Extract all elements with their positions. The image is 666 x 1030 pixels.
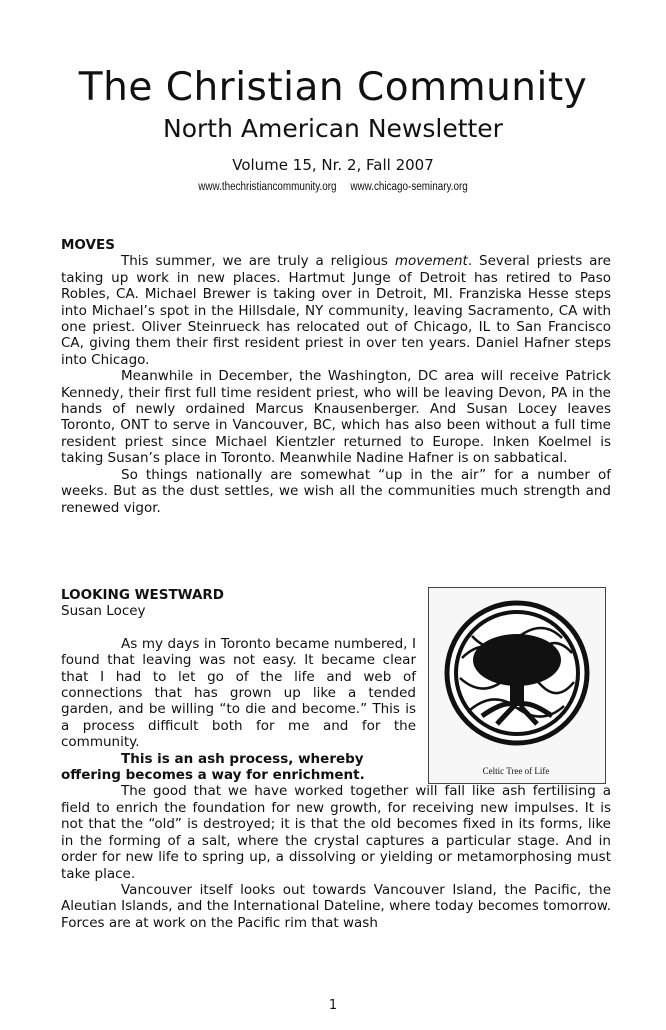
newsletter-subtitle: North American Newsletter bbox=[163, 114, 503, 143]
masthead bbox=[0, 66, 666, 194]
looking-westward-section bbox=[61, 587, 611, 931]
westward-paragraph-3: Vancouver itself looks out towards Vancouver Island, the Pacific, the Aleutian Islands, and the International Dateline, where today becomes tomorrow. Forces are at work on the Pacific rim that wash bbox=[61, 881, 611, 931]
figure-caption: Celtic Tree of Life bbox=[482, 766, 550, 776]
pull-quote-line-1: This is an ash process, whereby bbox=[121, 750, 364, 767]
page-number: 1 bbox=[328, 998, 338, 1013]
moves-heading: MOVES bbox=[61, 237, 115, 253]
volume-info: Volume 15, Nr. 2, Fall 2007 bbox=[232, 156, 434, 174]
website-link-community[interactable]: www.thechristiancommunity.org bbox=[198, 181, 337, 193]
westward-paragraph-2: The good that we have worked together will fall like ash fertilising a field to enrich the foundation for new growth, for receiving new impulses. It is not that the “old” is destroyed; it is that the old becomes fixed in its forms, like in the forming of a salt, where the crystal captures a particular stage. And in order for new life to spring up, a dissolving or yielding or metamorphosing must take place. bbox=[61, 783, 611, 882]
newsletter-title: The Christian Community bbox=[78, 65, 588, 110]
moves-paragraph-1: This summer, we are truly a religious movement. Several priests are taking up work in new places. Hartmut Junge of Detroit has retired to Paso Robles, CA. Michael Brewer is taking over in Detroit, MI. Franziska Hesse steps into Michael’s spot in the Hillsdale, NY community, leaving Sacramento, CA with one priest. Oliver Steinrueck has relocated out of Chicago, IL to San Francisco CA, giving them their first resident priest in over ten years. Daniel Hafner steps into Chicago. bbox=[61, 253, 611, 368]
westward-paragraph-1: As my days in Toronto became numbered, I found that leaving was not easy. It became clear that I had to let go of the life and web of connections that has grown up like a tended garden, and be willing “to die and become.” This is a process difficult both for me and for the community. bbox=[61, 635, 416, 751]
emphasis-movement: movement bbox=[394, 253, 468, 270]
moves-paragraph-3: So things nationally are somewhat “up in the air” for a number of weeks. But as the dust settles, we wish all the communities much strength and renewed vigor. bbox=[61, 466, 611, 516]
pull-quote-line-2: offering becomes a way for enrichment. bbox=[61, 767, 365, 784]
westward-heading: LOOKING WESTWARD bbox=[61, 587, 225, 603]
moves-paragraph-2: Meanwhile in December, the Washington, DC area will receive Patrick Kennedy, their first full time resident priest, who will be leaving Devon, PA in the hands of newly ordained Marcus Knausenberger. And Susan Locey leaves Toronto, ONT to serve in Vancouver, BC, which has also been without a full time resident priest since Michael Kientzler returned to Europe. Inken Koelmel is taking Susan’s place in Toronto. Meanwhile Nadine Hafner is on sabbatical. bbox=[61, 368, 611, 467]
moves-section bbox=[61, 237, 611, 516]
author-byline: Susan Locey bbox=[61, 603, 146, 620]
website-link-seminary[interactable]: www.chicago-seminary.org bbox=[350, 181, 468, 193]
website-links bbox=[47, 180, 620, 194]
